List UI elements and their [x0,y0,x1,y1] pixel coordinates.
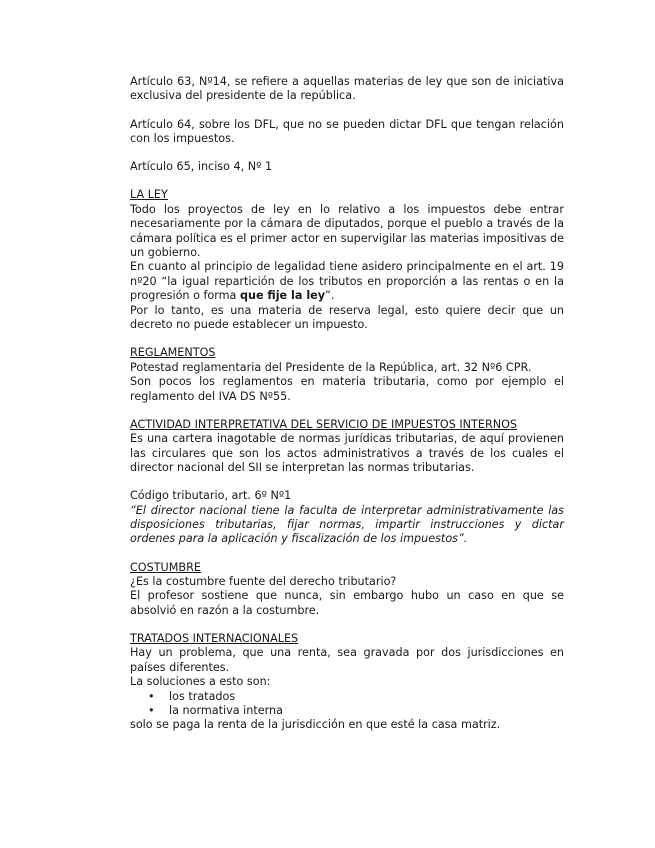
list-item-label: la normativa interna [169,704,283,717]
heading-costumbre: COSTUMBRE [130,560,201,574]
solutions-list [130,690,564,719]
paragraph-costumbre-1: ¿Es la costumbre fuente del derecho tributario? [130,574,397,588]
paragraph-reglamentos-1: Potestad reglamentaria del Presidente de la República, art. 32 Nº6 CPR. [130,360,532,374]
quote-director-nacional: “El director nacional tiene la faculta de interpretar administrativamente las disposiciones tributarias, fijar normas, impartir instrucciones y dictar ordenes para la aplicación y fiscalización de los impuestos”. [130,503,564,546]
paragraph-art65: Artículo 65, inciso 4, Nº 1 [130,160,273,174]
bullet-icon: • [148,689,155,703]
paragraph-codigo-tributario: Código tributario, art. 6º Nº1 [130,489,292,503]
paragraph-tratados-1: Hay un problema, que una renta, sea gravada por dos jurisdicciones en países diferentes. [130,646,564,674]
list-item [130,704,564,718]
bullet-icon: • [148,704,155,717]
heading-actividad-interpretativa: ACTIVIDAD INTERPRETATIVA DEL SERVICIO DE IMPUESTOS INTERNOS [130,417,517,431]
paragraph-la-ley-2 [130,260,564,303]
paragraph-la-ley-2-bold: que fije la ley [239,289,326,303]
heading-reglamentos: REGLAMENTOS [130,346,216,360]
paragraph-la-ley-1: Todo los proyectos de ley en lo relativo a los impuestos debe entrar necesariamente por la cámara de diputados, porque el pueblo a través de la cámara política es el primer actor en supervigilar las materias impositivas de un gobierno. [130,202,564,260]
heading-la-ley: LA LEY [130,188,168,202]
heading-tratados-internacionales: TRATADOS INTERNACIONALES [130,631,299,645]
paragraph-la-ley-2-end: ”. [325,289,335,303]
paragraph-costumbre-2: El profesor sostiene que nunca, sin embargo hubo un caso en que se absolvió en razón a la costumbre. [130,589,564,617]
paragraph-tratados-2: La soluciones a esto son: [130,675,271,689]
paragraph-art63: Artículo 63, Nº14, se refiere a aquellas materias de ley que son de iniciativa exclusiva del presidente de la república. [130,75,564,103]
paragraph-tratados-3: solo se paga la renta de la jurisdicción en que esté la casa matriz. [130,718,501,732]
paragraph-la-ley-3: Por lo tanto, es una materia de reserva legal, esto quiere decir que un decreto no puede establecer un impuesto. [130,303,564,332]
paragraph-reglamentos-2: Son pocos los reglamentos en materia tributaria, como por ejemplo el reglamento del IVA DS Nº55. [130,375,564,403]
paragraph-actividad-1: Es una cartera inagotable de normas jurídicas tributarias, de aquí provienen las circulares que son los actos administrativos a través de los cuales el director nacional del SII se interpretan las normas tributarias. [130,432,564,474]
document-page [130,75,564,733]
list-item-label: los tratados [169,689,236,703]
paragraph-la-ley-2-start: En cuanto al principio de legalidad tiene asidero principalmente en el art. 19 nº20 “la igual repartición de los tributos en proporción a las rentas o en la progresión o forma [130,260,564,303]
paragraph-art64: Artículo 64, sobre los DFL, que no se pueden dictar DFL que tengan relación con los impuestos. [130,117,564,146]
list-item [130,690,564,704]
